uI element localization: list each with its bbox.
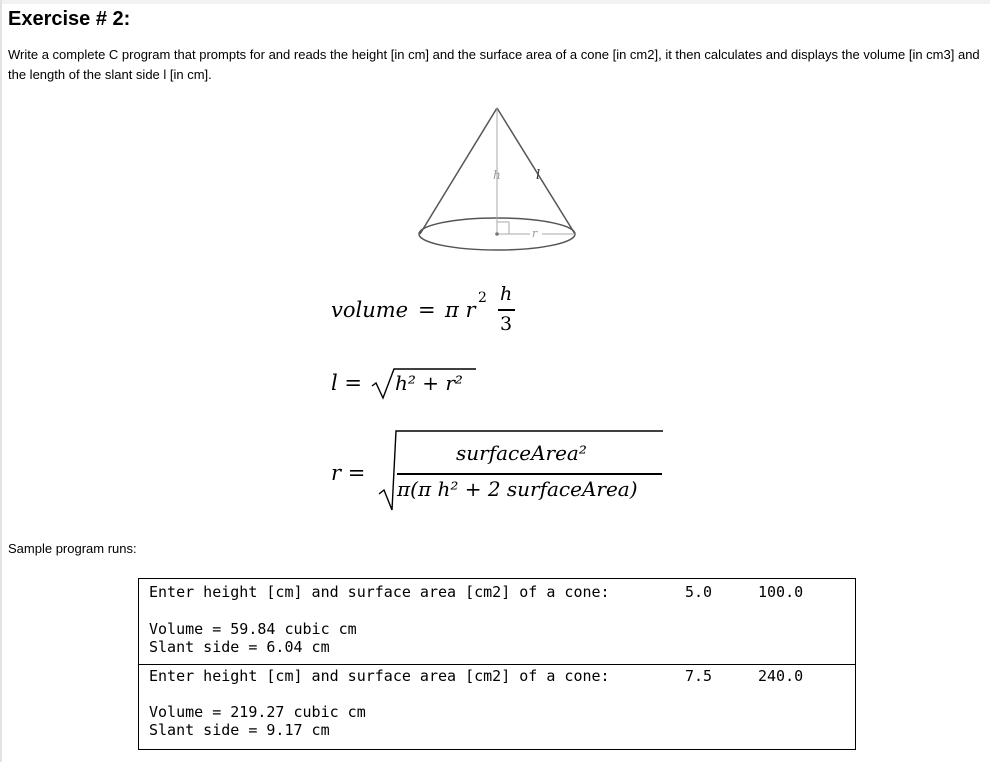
center-point [495,232,499,236]
exercise-prompt: Write a complete C program that prompts for and reads the height [in cm] and the surface area of a cone [in cm2], it then calculates and displays the volume [in cm3] and the length of the slant side l [in cm]. [8,47,980,82]
run-input-area: 240.0 [758,667,804,685]
run-prompt: Enter height [cm] and surface area [cm2] of a cone: [149,667,610,685]
radius-denominator: π(π h² + 2 surfaceArea) [397,477,638,501]
volume-lhs: volume [331,298,409,322]
run-volume-output: Volume = 59.84 cubic cm [149,620,357,638]
slant-lhs: l = [331,371,362,395]
run-slant-output: Slant side = 9.17 cm [149,721,330,739]
run-volume-output: Volume = 219.27 cubic cm [149,703,366,721]
radius-label: r [532,227,538,240]
radius-numerator: surfaceArea² [456,441,587,465]
run-prompt: Enter height [cm] and surface area [cm2] of a cone: [149,583,610,601]
volume-numerator: h [500,283,513,305]
volume-fraction-bar [498,309,515,311]
right-angle-mark [497,222,509,234]
cone-left-side [420,108,497,234]
volume-denominator: 3 [500,313,513,335]
radius-lhs: r = [331,461,366,485]
sample-runs-label: Sample program runs: [8,541,137,556]
slant-label: l [536,168,541,183]
volume-exponent: 2 [478,290,487,306]
volume-rhs: π r [445,298,476,322]
sample-run-2 [138,664,856,750]
run-slant-output: Slant side = 6.04 cm [149,638,330,656]
exercise-title: Exercise # 2: [8,8,131,30]
sample-run-1 [138,578,856,665]
run-input-height: 5.0 [685,583,713,601]
equals-sign: = [418,298,436,322]
run-input-area: 100.0 [758,583,804,601]
run-input-height: 7.5 [685,667,713,685]
radius-fraction-bar [397,473,662,475]
slant-radicand: h² + r² [395,371,463,395]
height-label: h [493,168,501,182]
